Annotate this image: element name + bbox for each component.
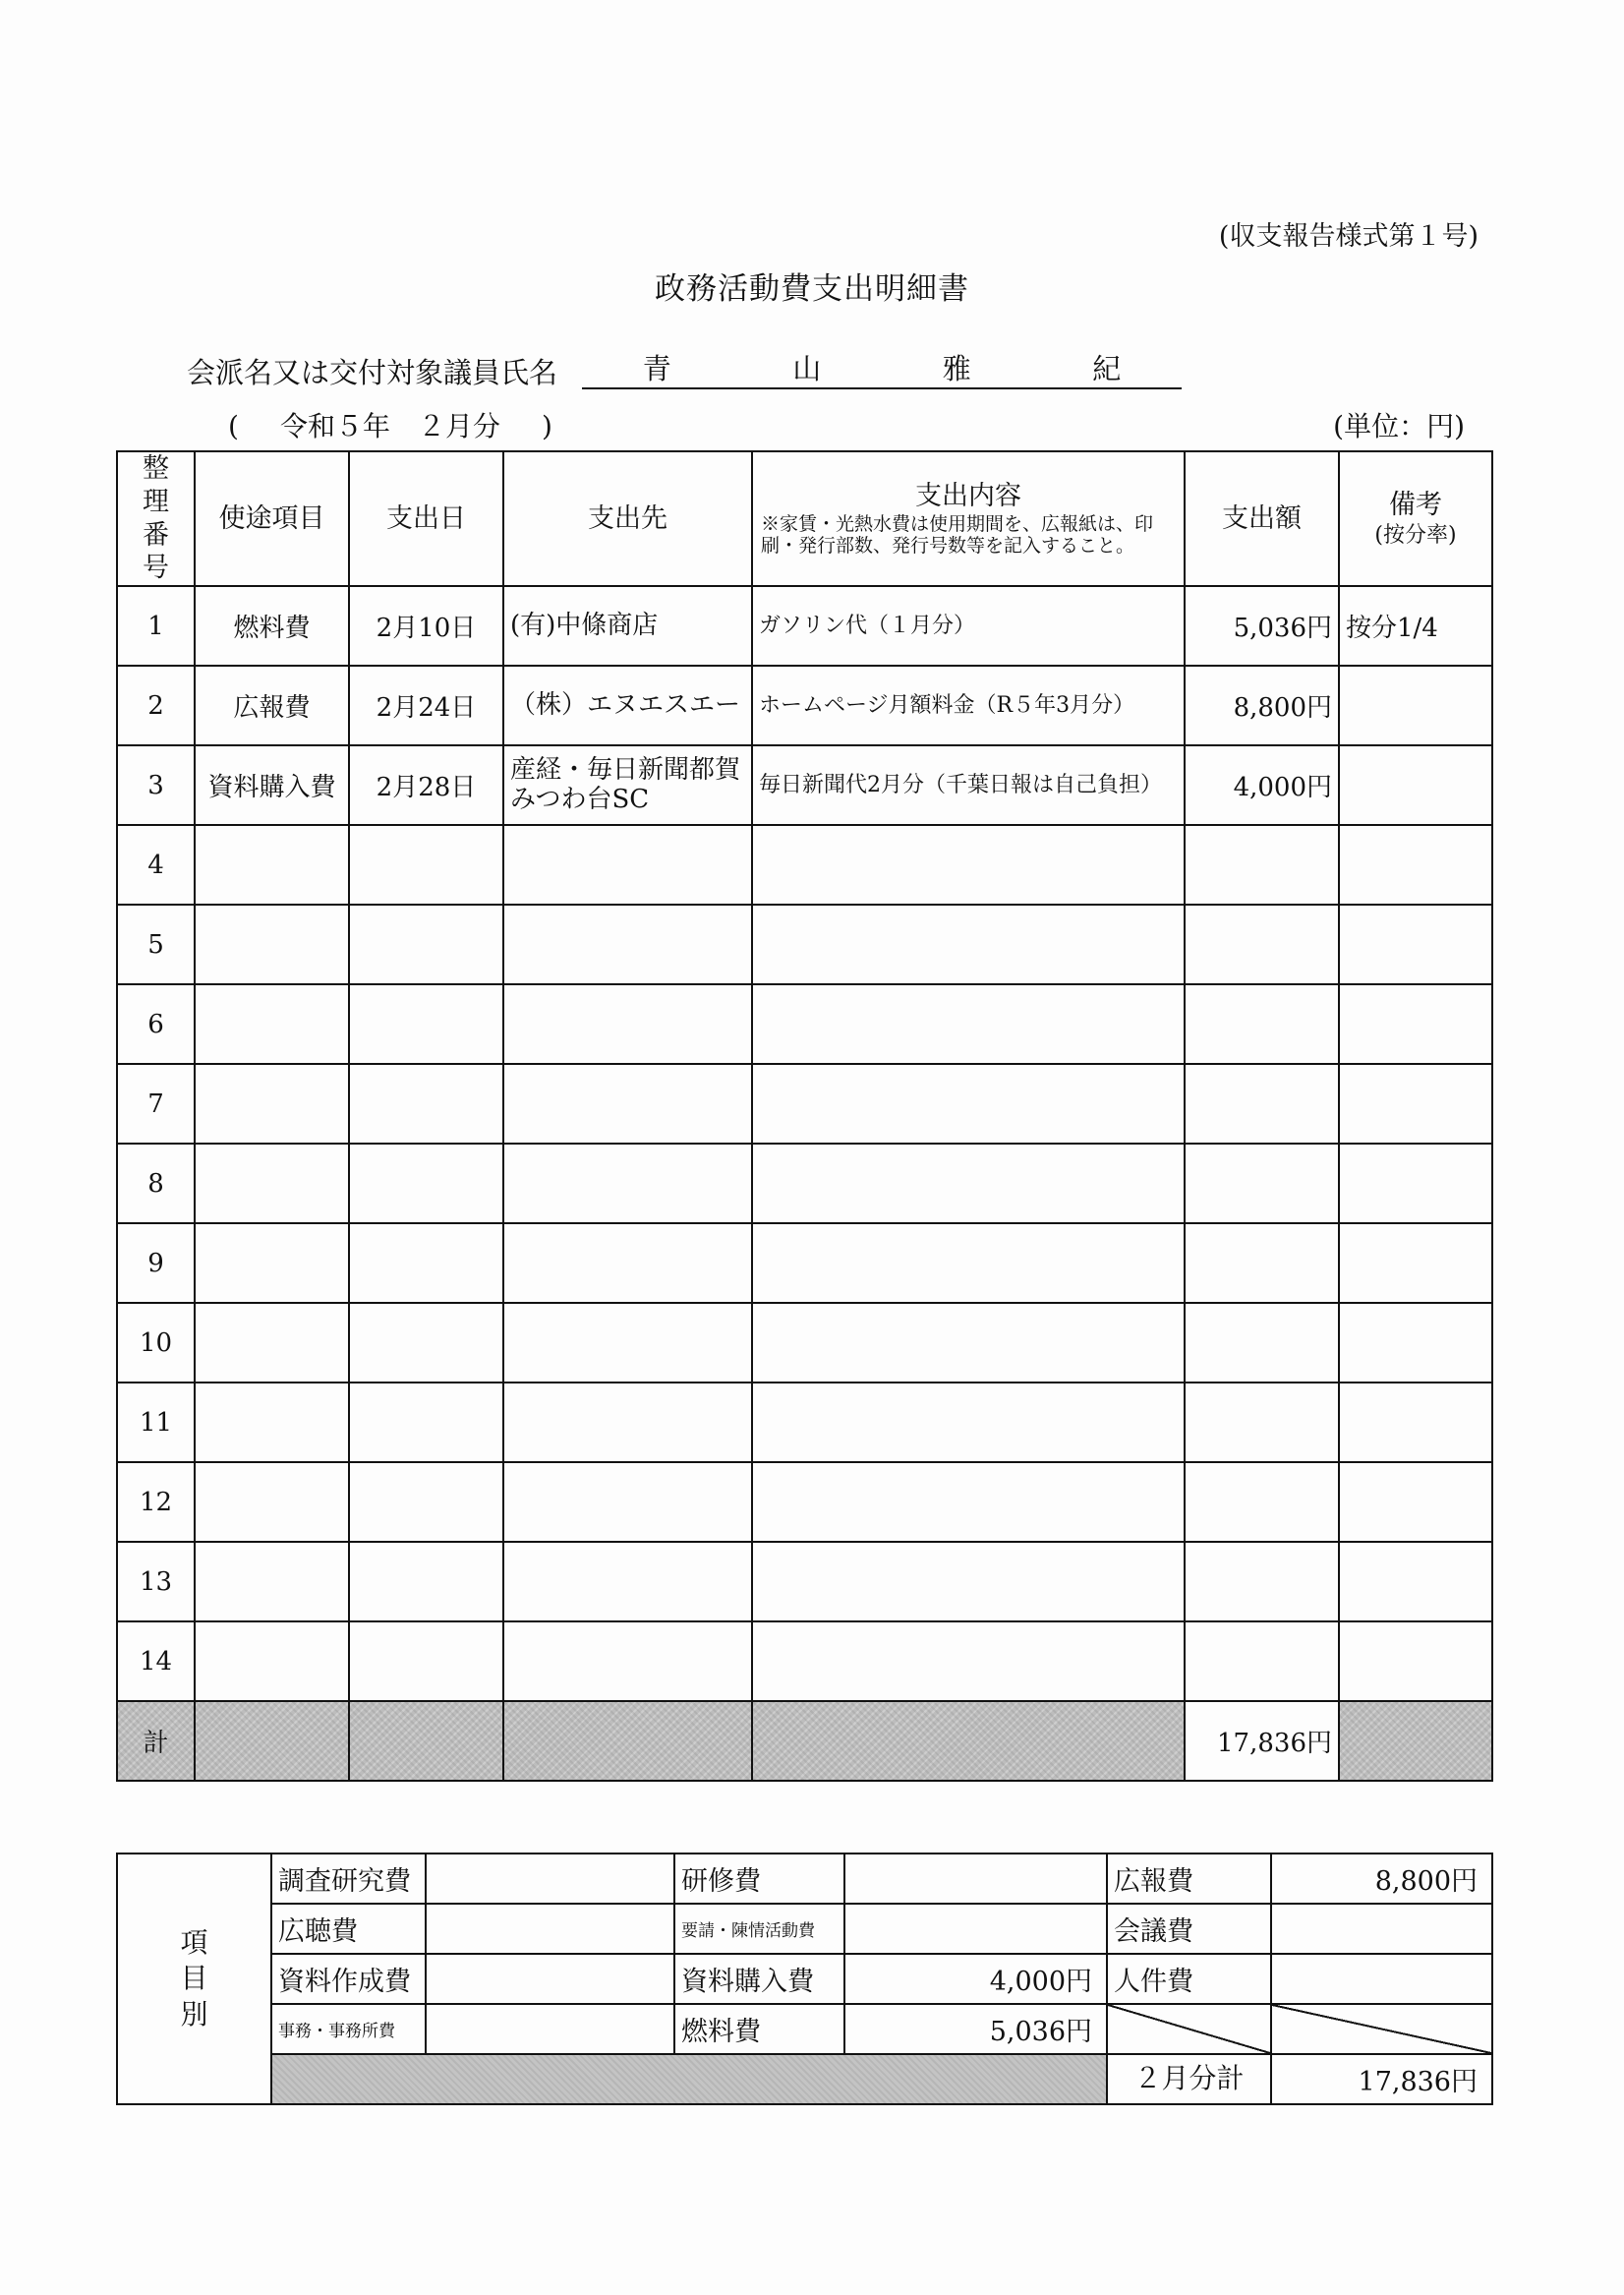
row-remarks: 按分1/4 xyxy=(1339,586,1492,666)
table-row xyxy=(117,1621,1492,1701)
row-payee: （株）エヌエスエー xyxy=(503,666,752,745)
row-amount: 4,000円 xyxy=(1185,745,1339,825)
row-amount xyxy=(1185,1064,1339,1144)
row-amount xyxy=(1185,1621,1339,1701)
summary-label: 資料作成費 xyxy=(271,1954,426,2004)
row-amount xyxy=(1185,984,1339,1064)
total-cell-blank xyxy=(195,1701,349,1781)
row-remarks xyxy=(1339,1383,1492,1462)
row-date: 2月28日 xyxy=(349,745,503,825)
row-number: 14 xyxy=(117,1621,195,1701)
member-name-char: 雅 xyxy=(942,351,971,385)
table-row xyxy=(117,1383,1492,1462)
row-date xyxy=(349,984,503,1064)
row-number: 3 xyxy=(117,745,195,825)
row-remarks xyxy=(1339,745,1492,825)
total-cell-blank xyxy=(349,1701,503,1781)
row-amount xyxy=(1185,1223,1339,1303)
table-row xyxy=(117,905,1492,984)
summary-label: 燃料費 xyxy=(674,2004,844,2054)
table-row xyxy=(117,1542,1492,1621)
summary-value: 4,000円 xyxy=(844,1954,1107,2004)
member-name-char: 紀 xyxy=(1092,351,1122,385)
row-category: 広報費 xyxy=(195,666,349,745)
unit-label: (単位：円) xyxy=(1333,410,1465,442)
row-date xyxy=(349,905,503,984)
row-date xyxy=(349,1064,503,1144)
month-total-value: 17,836円 xyxy=(1271,2054,1492,2104)
crossed-out-cell xyxy=(1107,2004,1271,2054)
row-date xyxy=(349,1542,503,1621)
summary-value xyxy=(426,1954,674,2004)
summary-label: 広聴費 xyxy=(271,1904,426,1954)
member-name-field xyxy=(582,346,1182,389)
row-number: 10 xyxy=(117,1303,195,1383)
expense-table xyxy=(116,450,1493,1782)
summary-value xyxy=(426,1904,674,1954)
row-payee xyxy=(503,1462,752,1542)
row-content xyxy=(752,1064,1185,1144)
summary-label: 事務・事務所費 xyxy=(271,2004,426,2054)
row-remarks xyxy=(1339,984,1492,1064)
summary-label: 広報費 xyxy=(1107,1854,1271,1904)
row-payee xyxy=(503,1223,752,1303)
header-amount: 支出額 xyxy=(1185,451,1339,586)
row-content: ガソリン代（１月分） xyxy=(752,586,1185,666)
summary-value xyxy=(426,2004,674,2054)
summary-row xyxy=(117,1954,1492,2004)
row-payee xyxy=(503,1383,752,1462)
period-text: 令和５年 ２月分 xyxy=(279,410,500,442)
row-number: 4 xyxy=(117,825,195,905)
row-number: 5 xyxy=(117,905,195,984)
row-category xyxy=(195,825,349,905)
row-remarks xyxy=(1339,825,1492,905)
row-content xyxy=(752,1542,1185,1621)
summary-shaded-cell xyxy=(271,2054,1107,2104)
summary-label: 人件費 xyxy=(1107,1954,1271,2004)
row-payee xyxy=(503,825,752,905)
table-row xyxy=(117,586,1492,666)
row-amount xyxy=(1185,1462,1339,1542)
row-payee: (有)中條商店 xyxy=(503,586,752,666)
header-content xyxy=(752,451,1185,586)
row-number: 7 xyxy=(117,1064,195,1144)
header-remarks-sub: (按分率) xyxy=(1374,522,1457,548)
row-amount: 8,800円 xyxy=(1185,666,1339,745)
side-char: 目 xyxy=(180,1962,208,1995)
period xyxy=(228,405,552,444)
table-header-row xyxy=(117,451,1492,586)
summary-value xyxy=(1271,1904,1492,1954)
row-date xyxy=(349,1383,503,1462)
row-payee xyxy=(503,1144,752,1223)
table-row xyxy=(117,1223,1492,1303)
row-content xyxy=(752,905,1185,984)
row-remarks xyxy=(1339,1542,1492,1621)
row-amount xyxy=(1185,905,1339,984)
summary-value xyxy=(844,1854,1107,1904)
summary-table xyxy=(116,1853,1493,2105)
row-remarks xyxy=(1339,1462,1492,1542)
row-content: ホームページ月額料金（R５年3月分） xyxy=(752,666,1185,745)
page-title: 政務活動費支出明細書 xyxy=(655,271,969,307)
summary-side-label xyxy=(117,1854,271,2104)
row-remarks xyxy=(1339,1223,1492,1303)
row-category: 資料購入費 xyxy=(195,745,349,825)
summary-value: 8,800円 xyxy=(1271,1854,1492,1904)
row-date: 2月10日 xyxy=(349,586,503,666)
summary-label: 調査研究費 xyxy=(271,1854,426,1904)
row-category xyxy=(195,1462,349,1542)
row-number: 8 xyxy=(117,1144,195,1223)
row-amount xyxy=(1185,1144,1339,1223)
row-category xyxy=(195,1064,349,1144)
table-row xyxy=(117,984,1492,1064)
row-category xyxy=(195,905,349,984)
header-no: 整理番号 xyxy=(117,451,195,586)
side-char: 別 xyxy=(180,1997,208,2030)
month-total-label: ２月分計 xyxy=(1107,2054,1271,2104)
row-category xyxy=(195,1621,349,1701)
header-content-label: 支出内容 xyxy=(915,480,1021,511)
table-row xyxy=(117,1303,1492,1383)
total-cell-blank xyxy=(752,1701,1185,1781)
summary-total-row xyxy=(117,2054,1492,2104)
row-category xyxy=(195,1542,349,1621)
summary-row xyxy=(117,2004,1492,2054)
summary-value xyxy=(426,1854,674,1904)
row-payee xyxy=(503,1621,752,1701)
summary-label: 研修費 xyxy=(674,1854,844,1904)
header-payee: 支出先 xyxy=(503,451,752,586)
summary-row xyxy=(117,1854,1492,1904)
row-payee xyxy=(503,905,752,984)
row-content xyxy=(752,1462,1185,1542)
header-remarks-label: 備考 xyxy=(1389,489,1442,520)
table-row xyxy=(117,1064,1492,1144)
summary-value xyxy=(1271,1954,1492,2004)
row-date xyxy=(349,825,503,905)
row-category xyxy=(195,984,349,1064)
total-cell-blank xyxy=(1339,1701,1492,1781)
row-content xyxy=(752,1223,1185,1303)
row-date xyxy=(349,1223,503,1303)
row-payee: 産経・毎日新聞都賀みつわ台SC xyxy=(503,745,752,825)
row-content: 毎日新聞代2月分（千葉日報は自己負担） xyxy=(752,745,1185,825)
row-amount xyxy=(1185,1542,1339,1621)
period-close: ) xyxy=(541,410,552,442)
table-row xyxy=(117,825,1492,905)
row-number: 11 xyxy=(117,1383,195,1462)
member-name-char: 山 xyxy=(792,351,822,385)
row-content xyxy=(752,1621,1185,1701)
row-amount xyxy=(1185,825,1339,905)
summary-label: 会議費 xyxy=(1107,1904,1271,1954)
row-content xyxy=(752,1144,1185,1223)
row-amount xyxy=(1185,1383,1339,1462)
member-name-char: 青 xyxy=(642,351,671,385)
row-category xyxy=(195,1303,349,1383)
period-open: ( xyxy=(228,410,239,442)
row-content xyxy=(752,825,1185,905)
table-row xyxy=(117,745,1492,825)
row-remarks xyxy=(1339,1303,1492,1383)
crossed-out-cell xyxy=(1271,2004,1492,2054)
row-number: 6 xyxy=(117,984,195,1064)
row-payee xyxy=(503,1303,752,1383)
member-label: 会派名又は交付対象議員氏名 xyxy=(187,356,558,389)
row-payee xyxy=(503,984,752,1064)
header-content-note: ※家賃・光熱水費は使用期間を、広報紙は、印刷・発行部数、発行号数等を記入すること。 xyxy=(761,512,1154,558)
summary-row xyxy=(117,1904,1492,1954)
row-number: 9 xyxy=(117,1223,195,1303)
row-number: 1 xyxy=(117,586,195,666)
header-remarks xyxy=(1339,451,1492,586)
header-category: 使途項目 xyxy=(195,451,349,586)
row-category xyxy=(195,1144,349,1223)
row-number: 13 xyxy=(117,1542,195,1621)
row-content xyxy=(752,984,1185,1064)
total-row xyxy=(117,1701,1492,1781)
row-category: 燃料費 xyxy=(195,586,349,666)
side-char: 項 xyxy=(180,1925,208,1959)
row-category xyxy=(195,1383,349,1462)
row-date xyxy=(349,1303,503,1383)
table-row xyxy=(117,1462,1492,1542)
summary-label: 資料購入費 xyxy=(674,1954,844,2004)
header-date: 支出日 xyxy=(349,451,503,586)
row-payee xyxy=(503,1542,752,1621)
row-remarks xyxy=(1339,666,1492,745)
row-date: 2月24日 xyxy=(349,666,503,745)
form-id: (収支報告様式第１号) xyxy=(1218,221,1479,252)
row-date xyxy=(349,1144,503,1223)
row-category xyxy=(195,1223,349,1303)
table-row xyxy=(117,1144,1492,1223)
row-date xyxy=(349,1462,503,1542)
table-row xyxy=(117,666,1492,745)
row-content xyxy=(752,1303,1185,1383)
row-amount xyxy=(1185,1303,1339,1383)
total-cell-blank xyxy=(503,1701,752,1781)
total-label: 計 xyxy=(117,1701,195,1781)
row-remarks xyxy=(1339,1621,1492,1701)
total-amount: 17,836円 xyxy=(1185,1701,1339,1781)
row-amount: 5,036円 xyxy=(1185,586,1339,666)
summary-value xyxy=(844,1904,1107,1954)
summary-label: 要請・陳情活動費 xyxy=(674,1904,844,1954)
row-number: 12 xyxy=(117,1462,195,1542)
row-number: 2 xyxy=(117,666,195,745)
row-date xyxy=(349,1621,503,1701)
row-remarks xyxy=(1339,1064,1492,1144)
row-payee xyxy=(503,1064,752,1144)
row-content xyxy=(752,1383,1185,1462)
row-remarks xyxy=(1339,1144,1492,1223)
summary-value: 5,036円 xyxy=(844,2004,1107,2054)
row-remarks xyxy=(1339,905,1492,984)
